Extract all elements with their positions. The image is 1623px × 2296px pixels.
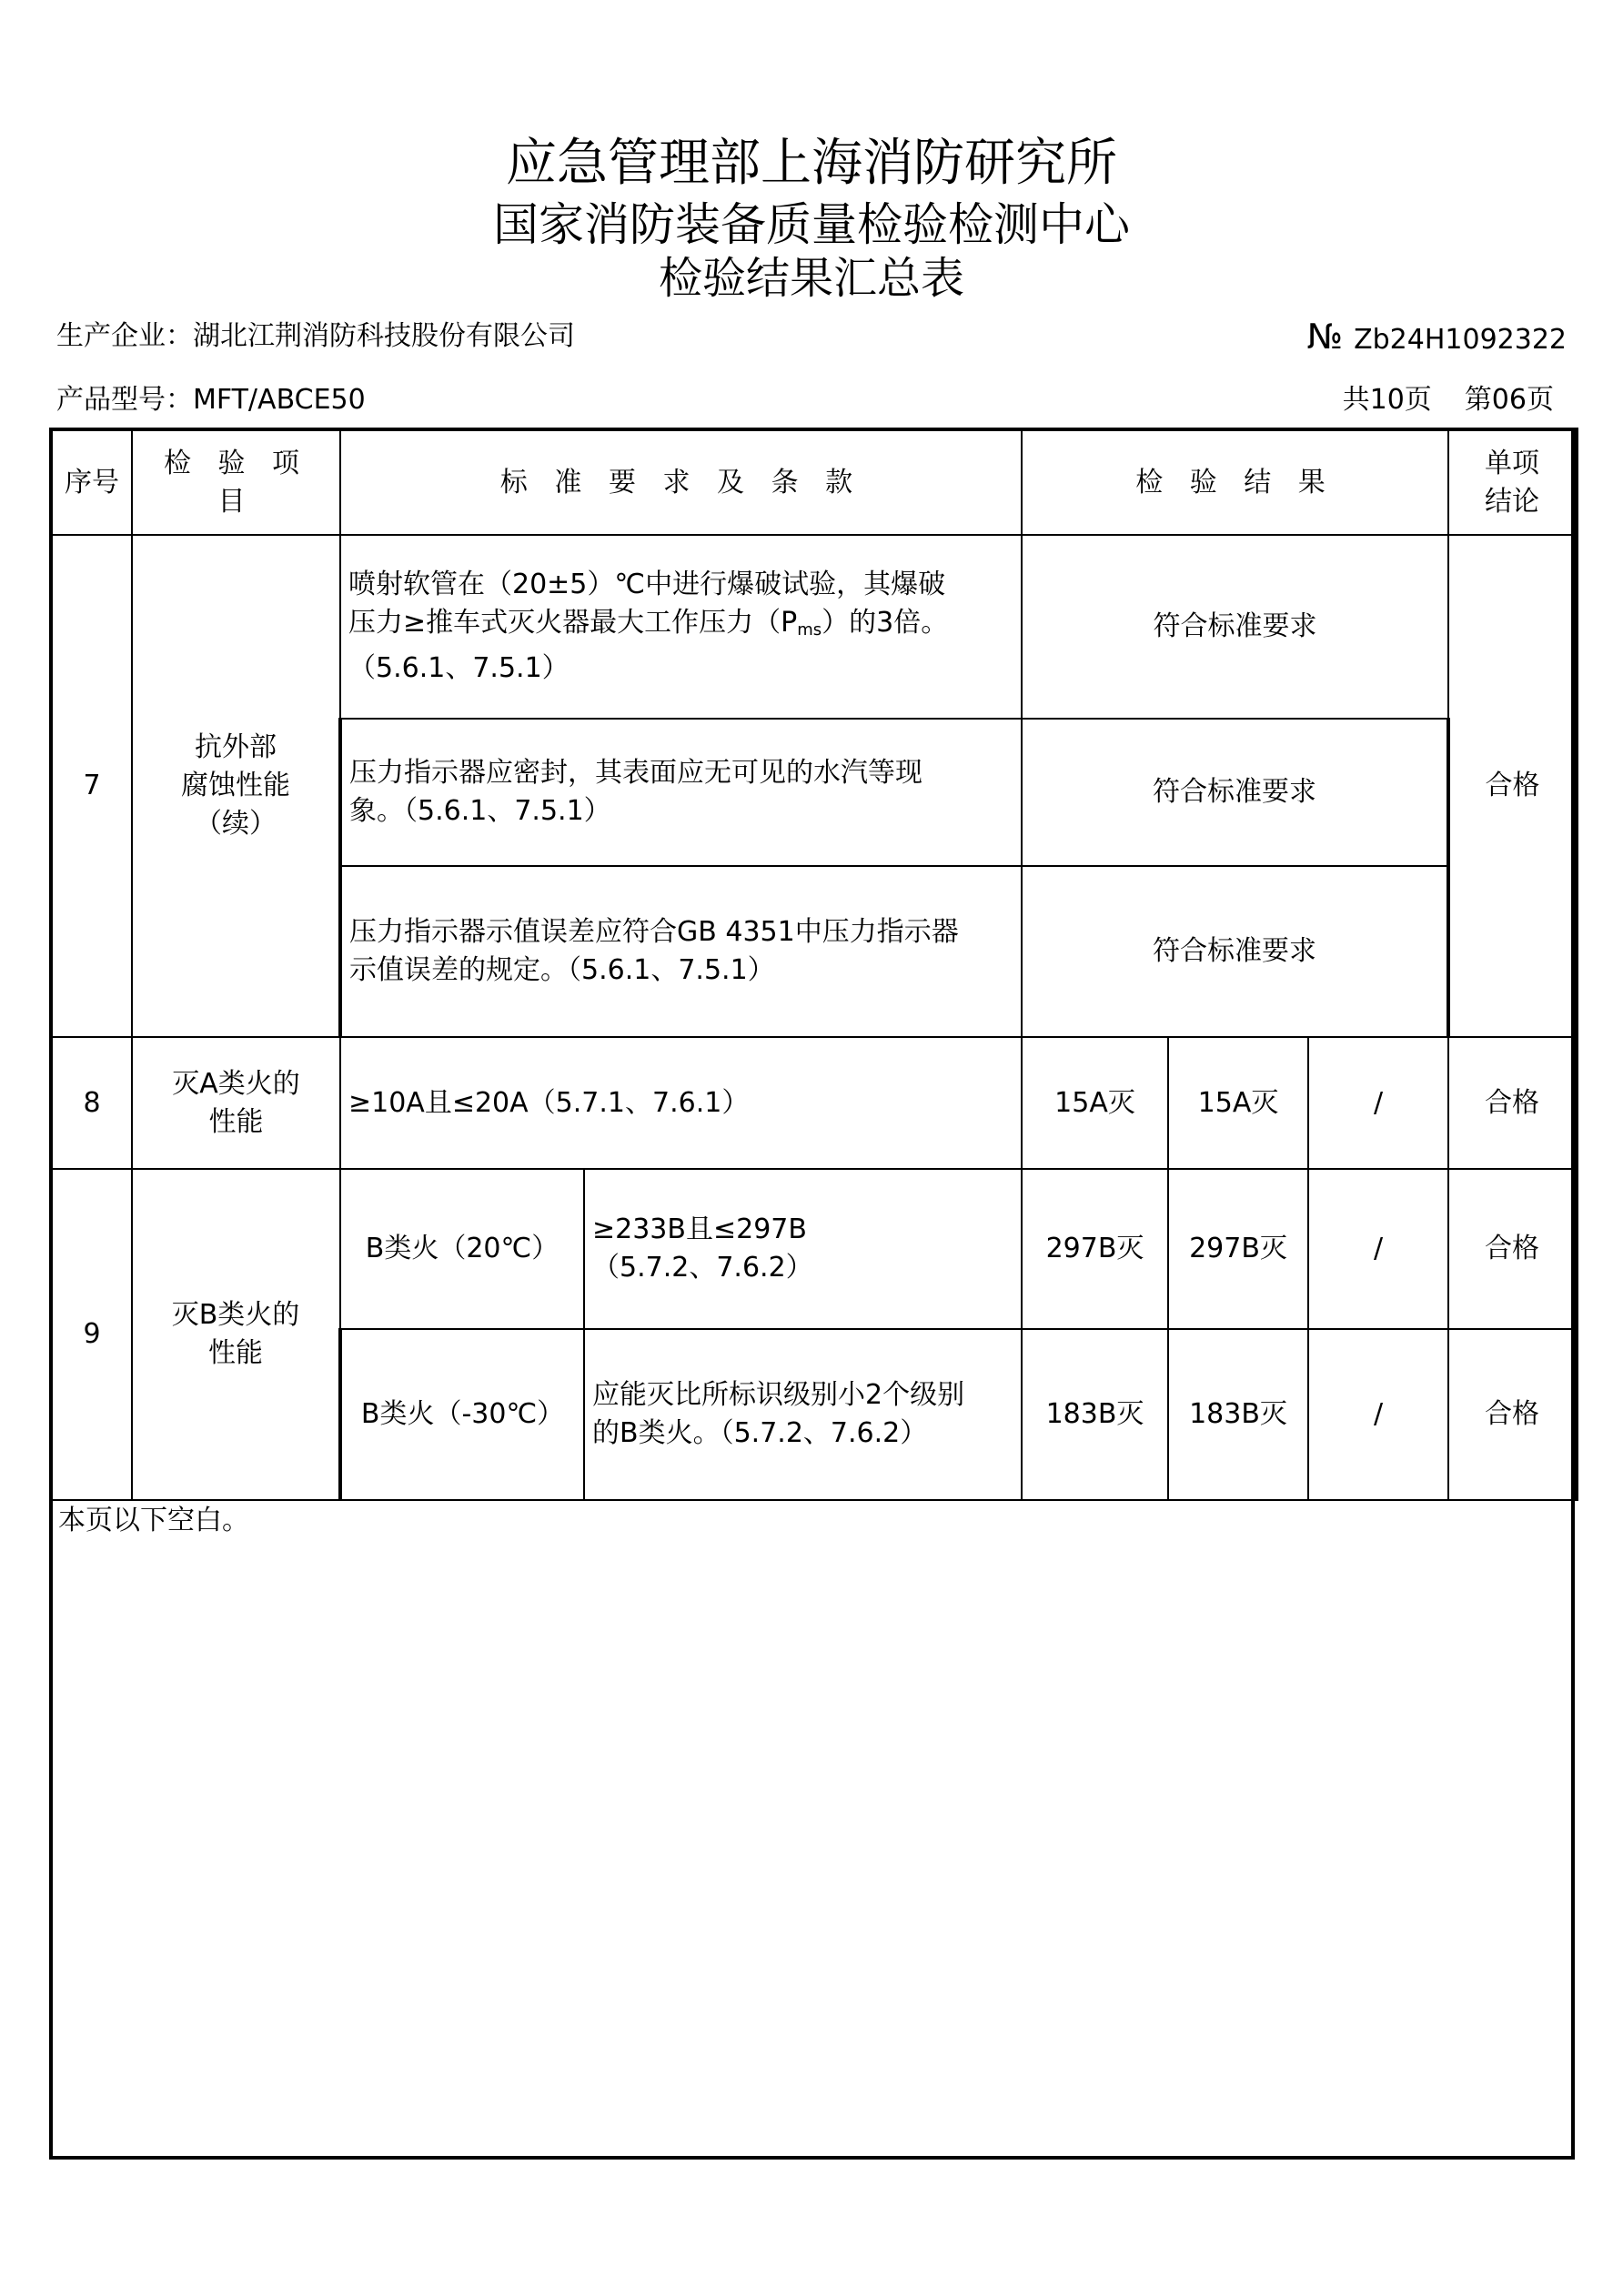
col-conclusion bbox=[1448, 429, 1577, 535]
table-row bbox=[51, 535, 1577, 719]
page-info bbox=[1343, 384, 1554, 417]
col-requirement: 标 准 要 求 及 条 款 bbox=[340, 429, 1022, 535]
company-name: 生产企业：湖北江荆消防科技股份有限公司 bbox=[56, 320, 575, 352]
row8-result-1: 15A灭 bbox=[1022, 1037, 1168, 1169]
row8-result-2: 15A灭 bbox=[1168, 1037, 1308, 1169]
row9-sub1-result-3: / bbox=[1308, 1169, 1448, 1329]
row9-sub1-req-line1: ≥233B且≤297B bbox=[592, 1213, 807, 1245]
row7-seq: 7 bbox=[51, 535, 132, 1037]
number-sign: № bbox=[1306, 317, 1344, 357]
table-title: 检验结果汇总表 bbox=[658, 253, 964, 304]
row8-req: ≥10A且≤20A（5.7.1、7.6.1） bbox=[340, 1037, 1022, 1169]
row9-sub2-conclusion: 合格 bbox=[1448, 1329, 1577, 1500]
row9-sub1-condition: B类火（20℃） bbox=[340, 1169, 584, 1329]
row7-req3-line2: 示值误差的规定。（5.6.1、7.5.1） bbox=[349, 954, 775, 986]
row8-item bbox=[132, 1037, 340, 1169]
row7-req1-line2-text: 压力≥推车式灭火器最大工作压力（P bbox=[348, 607, 798, 639]
row7-req3 bbox=[340, 866, 1022, 1037]
row9-sub1-result-1: 297B灭 bbox=[1022, 1169, 1168, 1329]
row8-seq: 8 bbox=[51, 1037, 132, 1169]
product-model: 产品型号：MFT/ABCE50 bbox=[56, 384, 366, 416]
row9-sub2-req-line2: 的B类火。（5.7.2、7.6.2） bbox=[592, 1417, 928, 1449]
row9-sub2-result-2: 183B灭 bbox=[1168, 1329, 1308, 1500]
row7-item-line2: 腐蚀性能 bbox=[181, 770, 290, 801]
total-pages: 共10页 bbox=[1342, 384, 1432, 416]
row9-sub2-condition: B类火（-30℃） bbox=[340, 1329, 584, 1500]
row9-sub1-req bbox=[584, 1169, 1022, 1329]
col-conclusion-line1: 单项 bbox=[1485, 447, 1540, 479]
col-conclusion-line2: 结论 bbox=[1485, 485, 1540, 518]
table-row bbox=[51, 1037, 1577, 1169]
row9-sub2-req bbox=[584, 1329, 1022, 1500]
row7-item bbox=[132, 535, 340, 1037]
row8-item-line1: 灭A类火的 bbox=[172, 1067, 300, 1100]
row9-sub2-req-line1: 应能灭比所标识级别小2个级别 bbox=[592, 1379, 965, 1411]
col-seq: 序号 bbox=[51, 429, 132, 535]
page-number: 第06页 bbox=[1464, 384, 1554, 416]
row7-req3-line1: 压力指示器示值误差应符合GB 4351中压力指示器 bbox=[349, 916, 959, 948]
results-table bbox=[49, 428, 1578, 1501]
row7-req1-line3: （5.6.1、7.5.1） bbox=[348, 652, 570, 684]
row9-sub1-result-2: 297B灭 bbox=[1168, 1169, 1308, 1329]
report-number bbox=[1306, 317, 1567, 357]
row7-res1: 符合标准要求 bbox=[1022, 535, 1448, 719]
row7-res2: 符合标准要求 bbox=[1022, 719, 1448, 866]
row8-conclusion: 合格 bbox=[1448, 1037, 1577, 1169]
row7-req2 bbox=[340, 719, 1022, 866]
table-row bbox=[51, 1169, 1577, 1329]
row7-item-line1: 抗外部 bbox=[195, 731, 277, 763]
row8-result-3: / bbox=[1308, 1037, 1448, 1169]
row7-req1-line1: 喷射软管在（20±5）℃中进行爆破试验，其爆破 bbox=[348, 569, 946, 600]
report-number-value: Zb24H1092322 bbox=[1354, 324, 1567, 356]
row7-req1-line2-tail: ）的3倍。 bbox=[822, 607, 949, 639]
row9-seq: 9 bbox=[51, 1169, 132, 1500]
row9-sub1-conclusion: 合格 bbox=[1448, 1169, 1577, 1329]
row8-item-line2: 性能 bbox=[208, 1105, 264, 1138]
center-title: 国家消防装备质量检验检测中心 bbox=[493, 198, 1130, 251]
col-item: 检 验 项 目 bbox=[132, 429, 340, 535]
row7-conclusion: 合格 bbox=[1448, 535, 1577, 1037]
institute-title: 应急管理部上海消防研究所 bbox=[506, 134, 1117, 193]
row7-req1 bbox=[340, 535, 1022, 719]
row7-req2-line2: 象。（5.6.1、7.5.1） bbox=[349, 795, 611, 827]
pressure-subscript: ms bbox=[797, 620, 822, 639]
col-result: 检 验 结 果 bbox=[1022, 429, 1448, 535]
row7-res3: 符合标准要求 bbox=[1022, 866, 1448, 1037]
row9-sub1-req-line2: （5.7.2、7.6.2） bbox=[592, 1252, 813, 1284]
blank-below-note: 本页以下空白。 bbox=[58, 1505, 249, 1536]
row7-req2-line1: 压力指示器应密封，其表面应无可见的水汽等现 bbox=[349, 757, 922, 789]
row7-item-line3: （续） bbox=[195, 808, 277, 840]
row9-sub2-result-3: / bbox=[1308, 1329, 1448, 1500]
row9-sub2-result-1: 183B灭 bbox=[1022, 1329, 1168, 1500]
row9-item-line2: 性能 bbox=[208, 1337, 263, 1369]
row9-item-line1: 灭B类火的 bbox=[171, 1299, 300, 1331]
header-row bbox=[51, 429, 1577, 535]
row9-item bbox=[132, 1169, 340, 1500]
row7-req1-line2 bbox=[348, 604, 1015, 650]
